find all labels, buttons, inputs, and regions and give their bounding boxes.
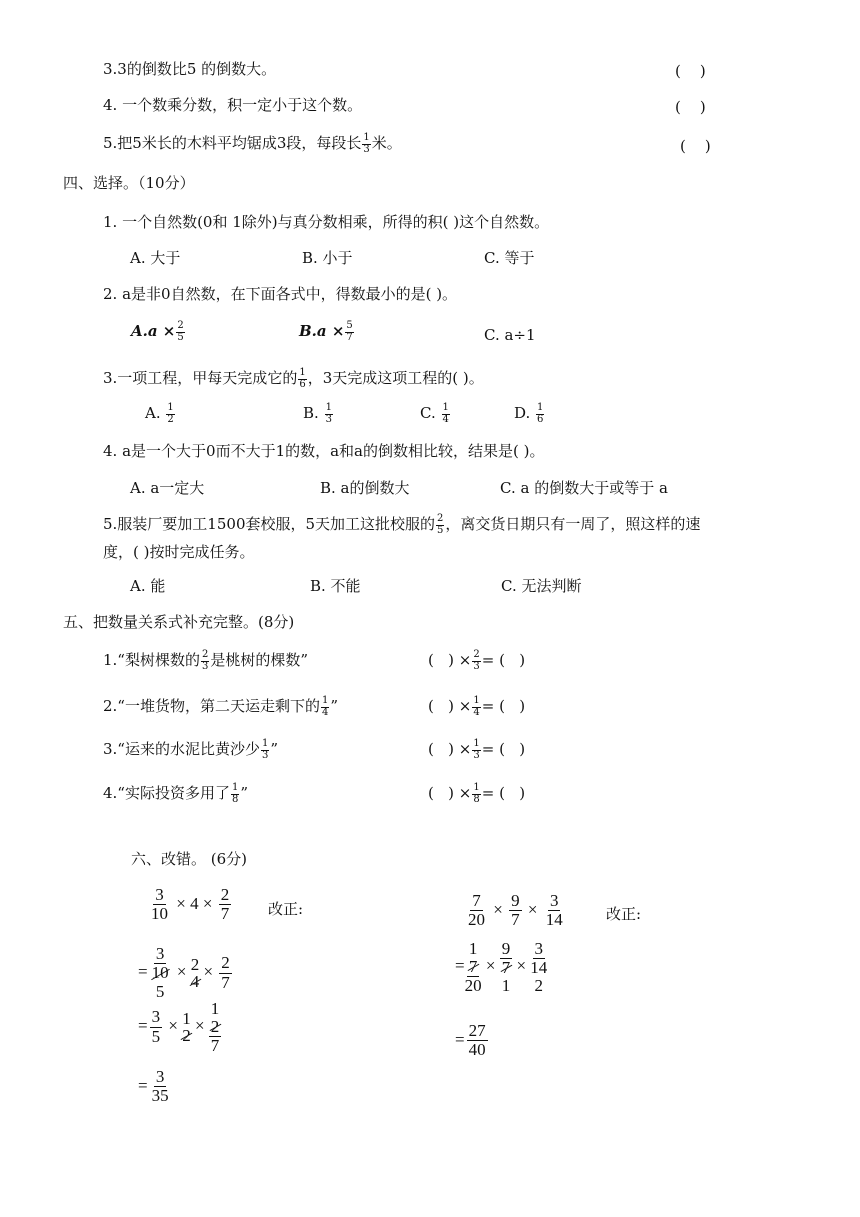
mc-question-1: 1. 一个自然数(0和 1除外)与真分数相乘，所得的积( )这个自然数。 bbox=[103, 213, 550, 231]
relation-equation[interactable]: ( ) × $\frac{1}{3}$ = ( ) bbox=[428, 738, 526, 761]
left-step-2: = $\frac{3}{5}$ × 1 2 × 1 2 7 bbox=[138, 999, 220, 1055]
right-step-1: = 1 7 20 × 9 7 1 × 3 14 2 bbox=[455, 939, 548, 995]
relation-item: 3.“运来的水泥比黄沙少 $\frac{1}{3}$ ” bbox=[103, 738, 279, 761]
answer-paren[interactable]: ( ) bbox=[680, 137, 711, 155]
option-a[interactable]: A. a一定大 bbox=[130, 479, 205, 497]
mc-question-2: 2. a是非0自然数，在下面各式中，得数最小的是( )。 bbox=[103, 285, 458, 303]
left-expression: $\frac{3}{10}$ × 4 × $\frac{2}{7}$ bbox=[151, 885, 230, 924]
fraction: $\frac{5}{7}$ bbox=[346, 320, 353, 343]
option-b[interactable]: B. $\frac{1}{3}$ bbox=[303, 402, 332, 425]
option-c[interactable]: C. $\frac{1}{4}$ bbox=[420, 402, 449, 425]
option-d[interactable]: D. $\frac{1}{6}$ bbox=[514, 402, 544, 425]
left-step-1: = 3 10 5 × 2 4 × $\frac{2}{7}$ bbox=[138, 944, 230, 1001]
fraction: $\frac{1}{3}$ bbox=[363, 132, 370, 155]
correction-label: 改正: bbox=[606, 905, 642, 923]
answer-paren[interactable]: ( ) bbox=[675, 62, 706, 80]
answer-paren[interactable]: ( ) bbox=[675, 98, 706, 116]
right-expression: $\frac{7}{20}$ × $\frac{9}{7}$ × $\frac{3}{14}$ bbox=[468, 891, 563, 930]
left-step-3: = $\frac{3}{35}$ bbox=[138, 1067, 169, 1106]
relation-item: 4.“实际投资多用了 $\frac{1}{8}$ ” bbox=[103, 782, 249, 805]
section-4-heading: 四、选择。（10分） bbox=[63, 174, 195, 192]
option-a[interactable]: A. $\frac{1}{2}$ bbox=[145, 402, 174, 425]
section-6-heading: 六、改错。 (6分) bbox=[131, 850, 248, 868]
relation-equation[interactable]: ( ) × $\frac{1}{8}$ = ( ) bbox=[428, 782, 526, 805]
mc-question-5: 5.服装厂要加工1500套校服，5天加工这批校服的 $\frac{2}{5}$ ，离交货日期只有一周了，照这样的速 bbox=[103, 513, 701, 536]
correction-label: 改正: bbox=[268, 900, 304, 918]
question-text: 米。 bbox=[371, 134, 402, 152]
mc-question-3: 3.一项工程，甲每天完成它的 $\frac{1}{6}$ ，3天完成这项工程的( )。 bbox=[103, 367, 484, 390]
fraction: $\frac{1}{6}$ bbox=[299, 367, 306, 390]
option-a[interactable]: A. 能 bbox=[130, 577, 166, 595]
relation-equation[interactable]: ( ) × $\frac{1}{4}$ = ( ) bbox=[428, 695, 526, 718]
relation-equation[interactable]: ( ) × $\frac{2}{3}$ = ( ) bbox=[428, 649, 526, 672]
tf-question-3: 3.3的倒数比5 的倒数大。 bbox=[103, 60, 277, 78]
mc-question-4: 4. a是一个大于0而不大于1的数，a和a的倒数相比较，结果是( )。 bbox=[103, 442, 545, 460]
right-step-2: = $\frac{27}{40}$ bbox=[455, 1021, 486, 1060]
option-c[interactable]: C. 等于 bbox=[484, 249, 535, 267]
tf-question-5 bbox=[103, 133, 402, 155]
option-a[interactable]: A.a × $\frac{2}{5}$ bbox=[131, 320, 184, 343]
tf-question-4: 4. 一个数乘分数，积一定小于这个数。 bbox=[103, 96, 363, 114]
fraction: $\frac{2}{5}$ bbox=[177, 320, 184, 343]
option-b[interactable]: B. 不能 bbox=[310, 577, 361, 595]
fraction: $\frac{2}{5}$ bbox=[437, 513, 444, 536]
option-a[interactable]: A. 大于 bbox=[130, 249, 181, 267]
option-b[interactable]: B. 小于 bbox=[302, 249, 353, 267]
relation-item: 1.“梨树棵数的 $\frac{2}{3}$ 是桃树的棵数” bbox=[103, 649, 309, 672]
option-c[interactable]: C. a÷1 bbox=[484, 326, 536, 344]
option-b[interactable]: B.a × $\frac{5}{7}$ bbox=[299, 320, 353, 343]
section-5-heading: 五、把数量关系式补充完整。(8分) bbox=[63, 613, 295, 631]
mc-question-5-line2: 度，( )按时完成任务。 bbox=[103, 543, 255, 561]
option-c[interactable]: C. a 的倒数大于或等于 a bbox=[500, 479, 668, 497]
option-c[interactable]: C. 无法判断 bbox=[501, 577, 582, 595]
relation-item: 2.“一堆货物，第二天运走剩下的 $\frac{1}{4}$ ” bbox=[103, 695, 339, 718]
question-text: 5.把5米长的木料平均锯成3段，每段长 bbox=[103, 134, 362, 152]
option-b[interactable]: B. a的倒数大 bbox=[320, 479, 410, 497]
